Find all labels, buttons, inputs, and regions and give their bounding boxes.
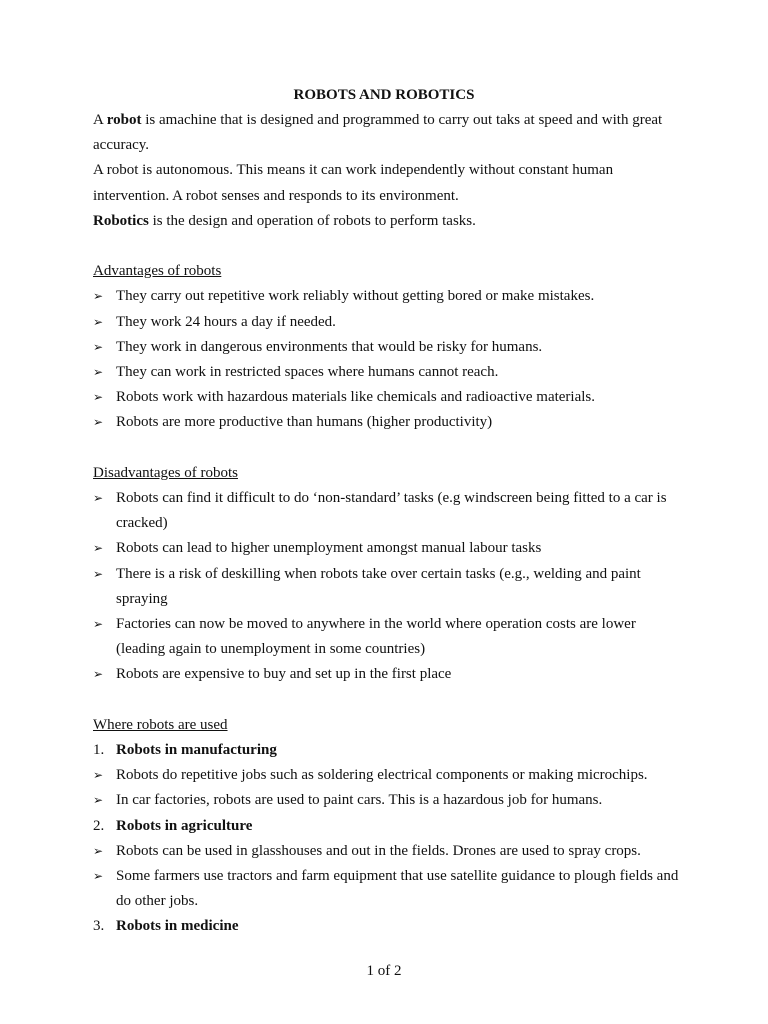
autonomy-paragraph: A robot is autonomous. This means it can work independently without constant human intervention. A robot senses and responds to its environment. xyxy=(93,162,614,204)
disadvantage-text: There is a risk of deskilling when robots take over certain tasks (e.g., welding and paint spraying xyxy=(116,565,641,607)
advantages-heading: Advantages of robots xyxy=(93,263,222,280)
robot-definition xyxy=(93,108,683,158)
use-item xyxy=(93,864,683,914)
use-text: In car factories, robots are used to paint cars. This is a hazardous job for humans. xyxy=(116,792,603,809)
disadvantage-text: Robots are expensive to buy and set up in the first place xyxy=(116,666,452,683)
advantage-item xyxy=(93,284,683,309)
use-text: Robots can be used in glasshouses and out in the fields. Drones are used to spray crops. xyxy=(116,842,641,859)
section-medicine xyxy=(93,914,683,939)
arrow-bullet-icon: ➢ xyxy=(93,768,104,783)
term-robot: robot xyxy=(106,112,142,128)
section-number: 2. xyxy=(93,817,105,834)
advantage-item xyxy=(93,410,683,435)
use-item xyxy=(93,763,683,788)
disadvantage-text: Factories can now be moved to anywhere in the world where operation costs are lower (leading again to unemployment in some countries) xyxy=(116,616,636,658)
text-run: is amachine that is designed and programmed to carry out taks at speed and with great accuracy. xyxy=(93,112,663,154)
arrow-bullet-icon: ➢ xyxy=(93,793,104,808)
disadvantage-item xyxy=(93,612,683,662)
arrow-bullet-icon: ➢ xyxy=(93,843,104,858)
advantage-item xyxy=(93,335,683,360)
advantage-item xyxy=(93,385,683,410)
section-title: Robots in agriculture xyxy=(116,817,253,834)
text-run: is the design and operation of robots to perform tasks. xyxy=(148,212,476,229)
arrow-bullet-icon: ➢ xyxy=(93,365,104,380)
arrow-bullet-icon: ➢ xyxy=(93,491,104,506)
page-number: 1 of 2 xyxy=(366,963,402,979)
arrow-bullet-icon: ➢ xyxy=(93,566,104,581)
section-number: 1. xyxy=(93,742,105,759)
arrow-bullet-icon: ➢ xyxy=(93,339,104,354)
arrow-bullet-icon: ➢ xyxy=(93,541,104,556)
disadvantages-heading: Disadvantages of robots xyxy=(93,464,238,481)
advantage-text: Robots work with hazardous materials like chemicals and radioactive materials. xyxy=(116,389,596,406)
use-text: Robots do repetitive jobs such as soldering electrical components or making microchips. xyxy=(116,767,648,784)
section-number: 3. xyxy=(93,918,105,935)
disadvantage-item xyxy=(93,486,683,536)
disadvantage-item xyxy=(93,662,683,687)
use-item xyxy=(93,788,683,813)
arrow-bullet-icon: ➢ xyxy=(93,667,104,682)
advantage-text: They work 24 hours a day if needed. xyxy=(116,313,336,330)
arrow-bullet-icon: ➢ xyxy=(93,869,104,884)
advantage-text: They carry out repetitive work reliably without getting bored or make mistakes. xyxy=(116,288,595,305)
disadvantage-item xyxy=(93,562,683,612)
arrow-bullet-icon: ➢ xyxy=(93,390,104,405)
advantage-text: They work in dangerous environments that would be risky for humans. xyxy=(116,338,543,355)
arrow-bullet-icon: ➢ xyxy=(93,314,104,329)
document-body xyxy=(93,108,683,940)
advantage-item xyxy=(93,310,683,335)
use-text: Some farmers use tractors and farm equipment that use satellite guidance to plough fields and do other jobs. xyxy=(116,868,679,910)
disadvantage-text: Robots can find it difficult to do ‘non-standard’ tasks (e.g windscreen being fitted to a car is cracked) xyxy=(116,490,667,532)
uses-heading: Where robots are used xyxy=(93,716,228,733)
section-title: Robots in manufacturing xyxy=(116,742,277,759)
use-item xyxy=(93,839,683,864)
text-run: A xyxy=(93,112,107,128)
arrow-bullet-icon: ➢ xyxy=(93,617,104,632)
robotics-definition xyxy=(93,209,683,234)
section-manufacturing xyxy=(93,738,683,763)
page-title: ROBOTS AND ROBOTICS xyxy=(293,87,475,103)
advantage-text: They can work in restricted spaces where humans cannot reach. xyxy=(116,364,499,381)
arrow-bullet-icon: ➢ xyxy=(93,415,104,430)
advantage-item xyxy=(93,360,683,385)
disadvantage-text: Robots can lead to higher unemployment amongst manual labour tasks xyxy=(116,540,542,557)
term-robotics: Robotics xyxy=(93,212,149,229)
advantage-text: Robots are more productive than humans (higher productivity) xyxy=(116,414,493,431)
section-title: Robots in medicine xyxy=(116,918,239,935)
disadvantage-item xyxy=(93,536,683,561)
section-agriculture xyxy=(93,814,683,839)
arrow-bullet-icon: ➢ xyxy=(93,289,104,304)
